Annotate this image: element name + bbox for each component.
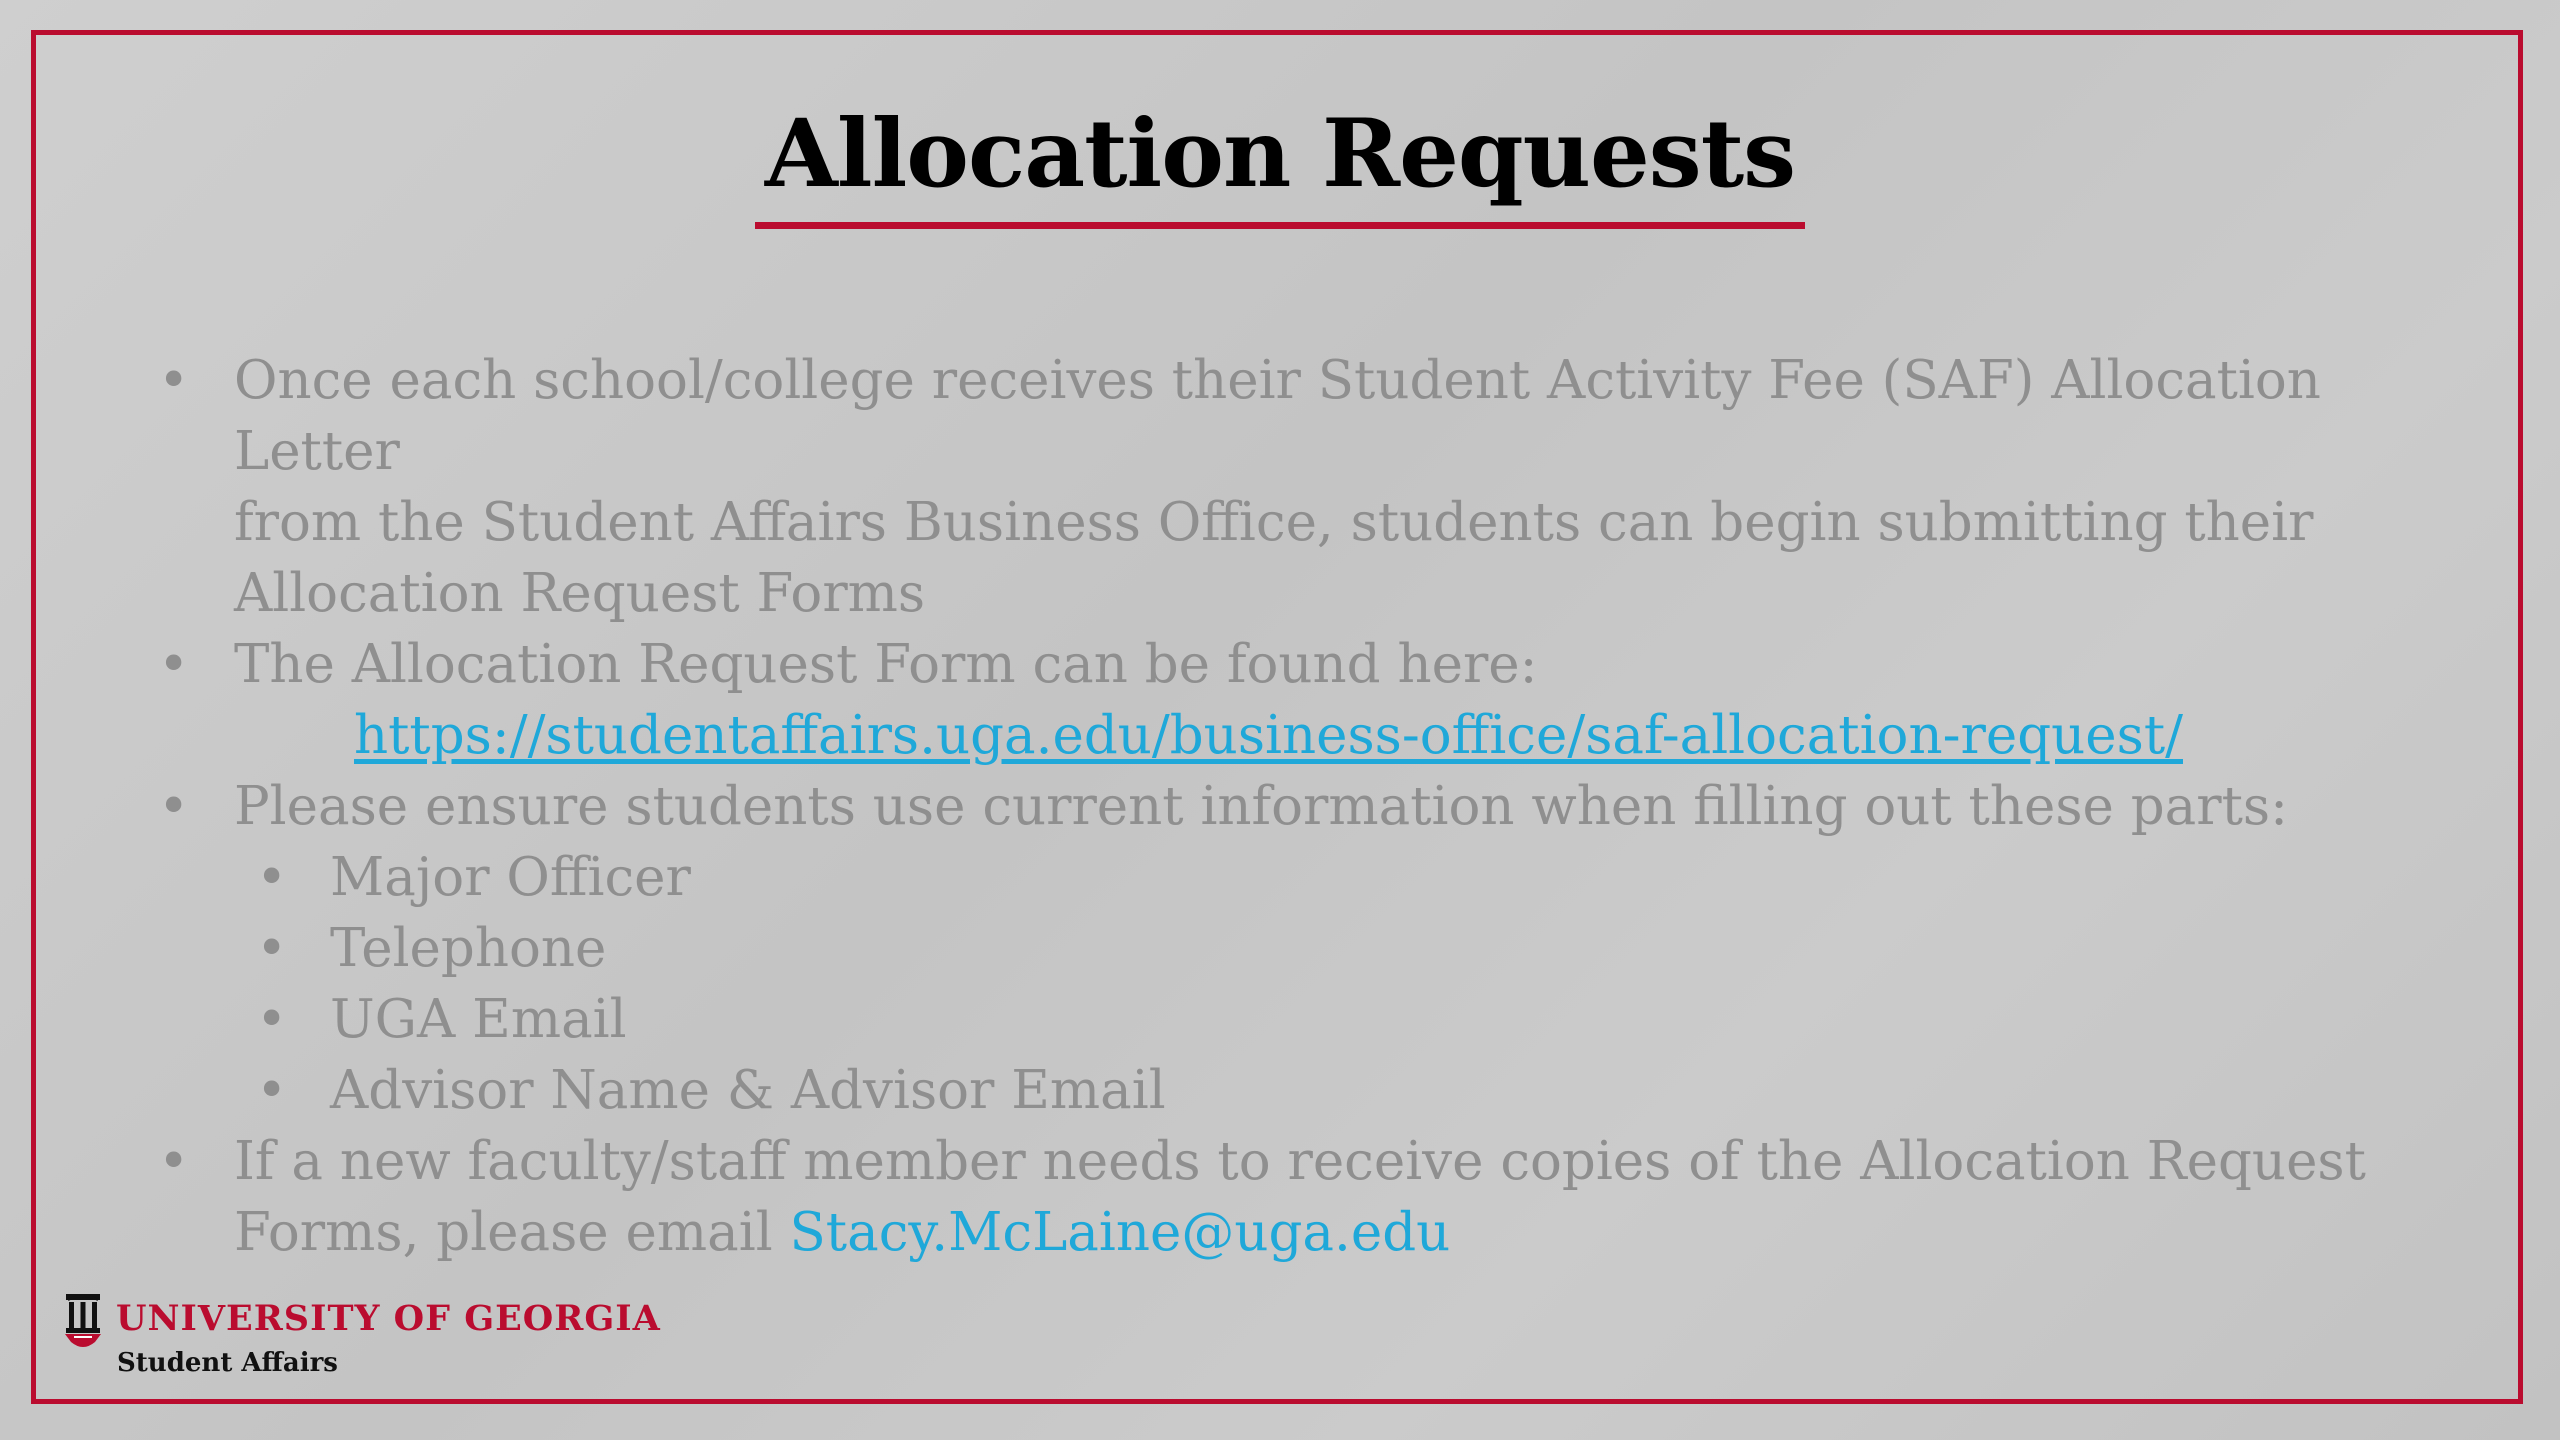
sub-bullet-glyph: • [256, 918, 288, 979]
bullet-1-line-3: Allocation Request Forms [234, 563, 926, 624]
bullet-4-line-1: If a new faculty/staff member needs to receive copies of the Allocation Request [234, 1131, 2366, 1192]
bullet-glyph: • [158, 350, 190, 411]
sub-bullet-telephone: Telephone [330, 918, 607, 979]
sub-bullet-glyph: • [256, 847, 288, 908]
bullet-item-3 [150, 771, 2430, 842]
bullet-list [150, 345, 2430, 1268]
bullet-glyph: • [158, 634, 190, 695]
logo-unit-name: Student Affairs [117, 1348, 338, 1378]
bullet-4-line-2 [234, 1197, 2430, 1268]
logo-university-name: UNIVERSITY OF GEORGIA [116, 1298, 661, 1339]
bullet-3-text: Please ensure students use current information when filling out these parts: [234, 776, 2288, 837]
sub-bullet-uga-email: UGA Email [330, 989, 627, 1050]
bullet-glyph: • [158, 1131, 190, 1192]
sub-bullet-item [150, 984, 2430, 1055]
bullet-glyph: • [158, 776, 190, 837]
bullet-item-2 [150, 629, 2430, 700]
bullet-item-4 [150, 1126, 2430, 1268]
sub-bullet-item [150, 1055, 2430, 1126]
allocation-request-form-link[interactable]: https://studentaffairs.uga.edu/business-office/saf-allocation-request/ [354, 705, 2183, 766]
title-container [0, 100, 2560, 229]
allocation-form-link-line [150, 700, 2430, 771]
sub-bullet-glyph: • [256, 1060, 288, 1121]
bullet-2-text: The Allocation Request Form can be found here: [234, 634, 1538, 695]
sub-bullet-major-officer: Major Officer [330, 847, 691, 908]
arch-icon [62, 1290, 104, 1352]
uga-student-affairs-logo [62, 1290, 662, 1390]
sub-bullet-item [150, 842, 2430, 913]
sub-bullet-glyph: • [256, 989, 288, 1050]
bullet-4-line-2-prefix: Forms, please email [234, 1202, 790, 1263]
sub-bullet-advisor: Advisor Name & Advisor Email [330, 1060, 1166, 1121]
slide-title: Allocation Requests [755, 100, 1805, 229]
contact-email-link[interactable]: Stacy.McLaine@uga.edu [789, 1202, 1451, 1263]
bullet-1-line-2: from the Student Affairs Business Office, students can begin submitting their [234, 492, 2314, 553]
bullet-item-1 [150, 345, 2430, 629]
bullet-1-line-1: Once each school/college receives their Student Activity Fee (SAF) Allocation Letter [234, 350, 2321, 482]
sub-bullet-item [150, 913, 2430, 984]
